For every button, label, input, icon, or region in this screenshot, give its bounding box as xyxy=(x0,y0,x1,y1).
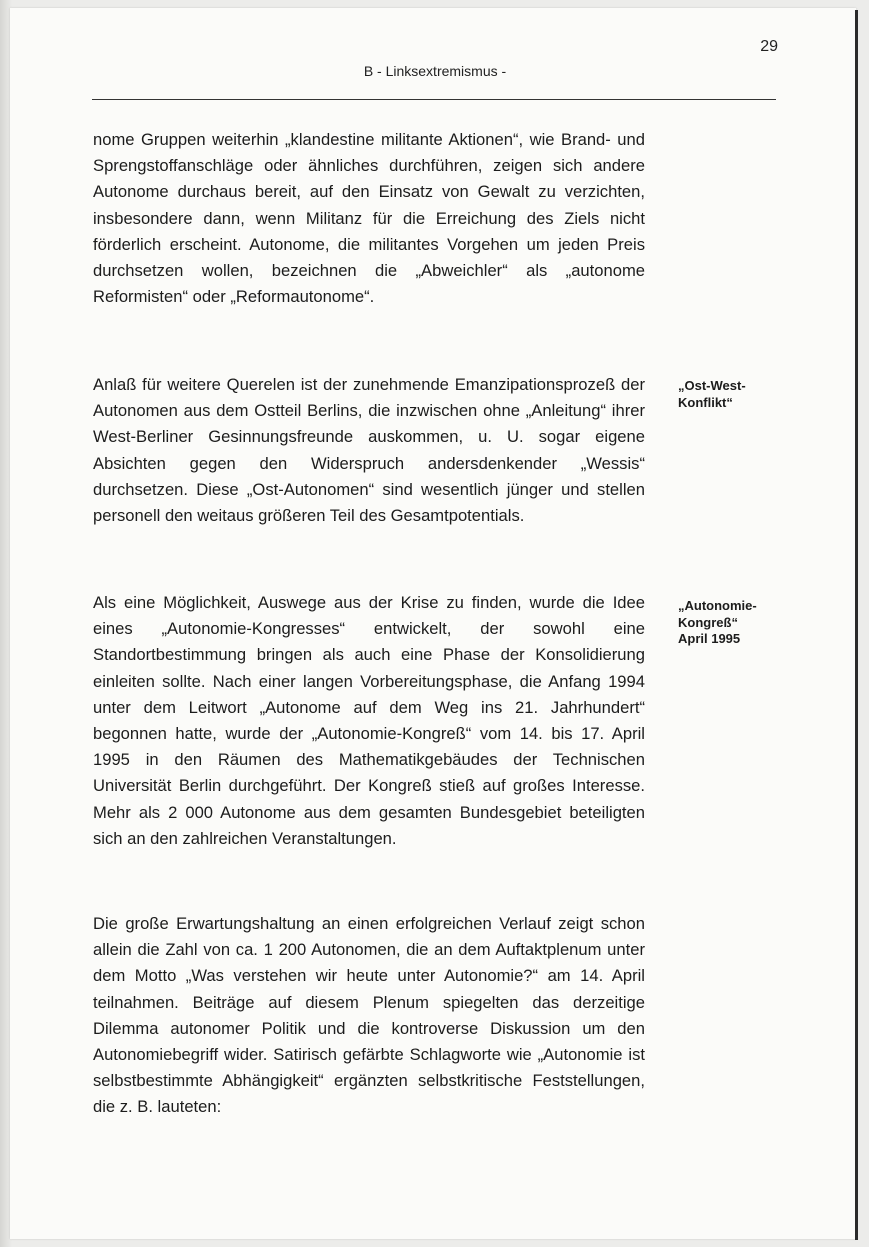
running-header: B - Linksextremismus - xyxy=(363,63,507,79)
paragraph-autonome-gruppen: nome Gruppen weiterhin „klandestine militante Aktionen“, wie Brand- und Sprengstoffanschläge oder ähnliches durchführen, zeigen sich andere Autonome durchaus bereit, auf den Einsatz von Gewalt zu verzichten, insbesondere dann, wenn Militanz für die Erreichung des Ziels nicht förderlich erscheint. Autonome, die militantes Vorgehen um jeden Preis durchsetzen wollen, bezeichnen die „Abweichler“ als „autonome Reformisten“ oder „Reformautonome“. xyxy=(93,130,645,307)
right-margin-rule xyxy=(855,10,858,1240)
paragraph-auftaktplenum: Die große Erwartungshaltung an einen erfolgreichen Verlauf zeigt schon allein die Zahl von ca. 1 200 Autonomen, die an dem Auftaktplenum unter dem Motto „Was verstehen wir heute unter Autonomie?“ am 14. April teilnahmen. Beiträge auf diesem Plenum spiegelten das derzeitige Dilemma autonomer Politik und die kontroverse Diskussion um den Autonomiebegriff wider. Satirisch gefärbte Schlagworte wie „Autonomie ist selbstbestimmte Abhängigkeit“ ergänzten selbstkritische Feststellungen, die z. B. lauteten: xyxy=(93,914,645,1117)
paragraph-ost-autonome: Anlaß für weitere Querelen ist der zunehmende Emanzipationsprozeß der Autonomen aus dem Ostteil Berlins, die inzwischen ohne „Anleitung“ ihrer West-Berliner Gesinnungsfreunde auskommen, u. U. sogar eigene Absichten gegen den Widerspruch andersdenkender „Wessis“ durchsetzen. Diese „Ost-Autonomen“ sind wesentlich jünger und stellen personell den weitaus größeren Teil des Gesamtpotentials. xyxy=(93,375,645,526)
margin-note-ost-west-konflikt: „Ost-West-Konflikt“ xyxy=(678,378,746,410)
paragraph-autonomie-kongress: Als eine Möglichkeit, Auswege aus der Krise zu finden, wurde die Idee eines „Autonomie-Kongresses“ entwickelt, der sowohl eine Standortbestimmung bringen als auch eine Phase der Konsolidierung einleiten sollte. Nach einer langen Vorbereitungsphase, die Anfang 1994 unter dem Leitwort „Autonome auf dem Weg ins 21. Jahrhundert“ begonnen hatte, wurde der „Autonomie-Kongreß“ vom 14. bis 17. April 1995 in den Räumen des Mathematikgebäudes der Technischen Universität Berlin durchgeführt. Der Kongreß stieß auf großes Interesse. Mehr als 2 000 Autonome aus dem gesamten Bundesgebiet beteiligten sich an den zahlreichen Veranstaltungen. xyxy=(93,593,645,848)
margin-note-autonomie-kongress: „Autonomie-Kongreß“ April 1995 xyxy=(678,598,757,646)
header-rule xyxy=(92,99,776,100)
page-number: 29 xyxy=(760,38,778,55)
